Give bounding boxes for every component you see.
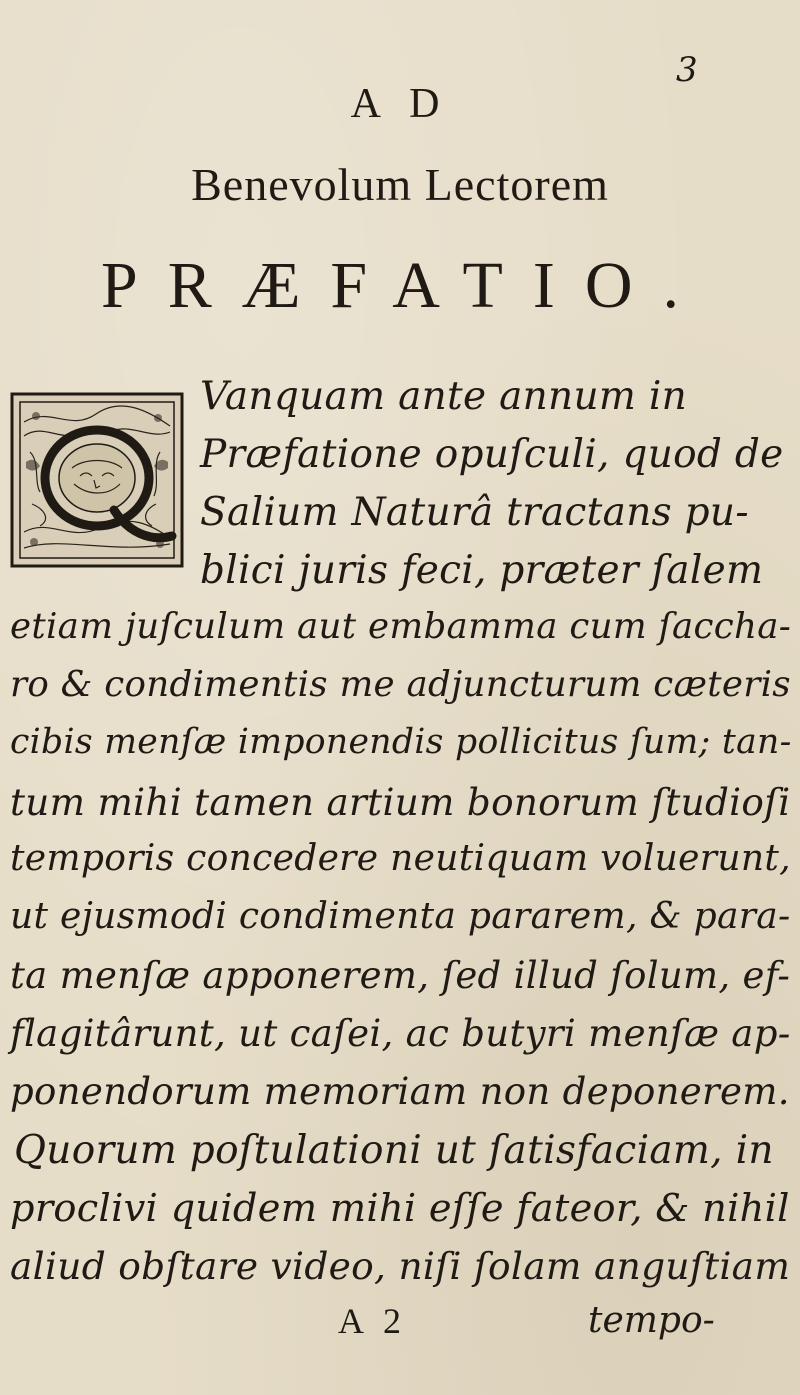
text-line: ro & condimentis me adjuncturum cæteris xyxy=(10,664,791,705)
text-line: Vanquam ante annum in xyxy=(200,374,688,419)
text-line: ponendorum memoriam non deponerem. xyxy=(10,1070,790,1113)
text-line: Salium Naturâ tractans pu- xyxy=(200,490,749,535)
heading-address: Benevolum Lectorem xyxy=(191,159,609,210)
text-line: proclivi quidem mihi eſſe fateor, & nihil xyxy=(10,1186,790,1231)
text-line: blici juris feci, præter ſalem xyxy=(200,548,764,593)
text-line: Præfatione opuſculi, quod de xyxy=(200,432,784,477)
signature-mark: A 2 xyxy=(338,1301,408,1341)
catchword: tempo- xyxy=(588,1300,715,1341)
text-line: temporis concedere neutiquam voluerunt, xyxy=(10,838,791,879)
page-title: PRÆFATIO. xyxy=(100,249,710,322)
heading-ad: A D xyxy=(350,81,450,127)
text-line: Quorum poſtulationi ut ſatisfaciam, in xyxy=(14,1128,774,1173)
decorated-initial-q-icon xyxy=(10,392,184,568)
text-line: flagitârunt, ut caſei, ac butyri menſæ ap- xyxy=(10,1012,791,1055)
text-line: tum mihi tamen artium bonorum ſtudioſi xyxy=(10,780,791,824)
text-line: cibis menſæ imponendis pollicitus ſum; tan- xyxy=(10,722,792,762)
text-line: ta menſæ apponerem, ſed illud ſolum, ef- xyxy=(10,954,791,997)
text-line: etiam juſculum aut embamma cum ſaccha- xyxy=(10,606,792,647)
text-line: aliud obſtare video, niſi ſolam anguſtiam xyxy=(10,1244,791,1288)
text-line: ut ejusmodi condimenta pararem, & para- xyxy=(10,896,791,937)
page-number: 3 xyxy=(676,50,698,90)
